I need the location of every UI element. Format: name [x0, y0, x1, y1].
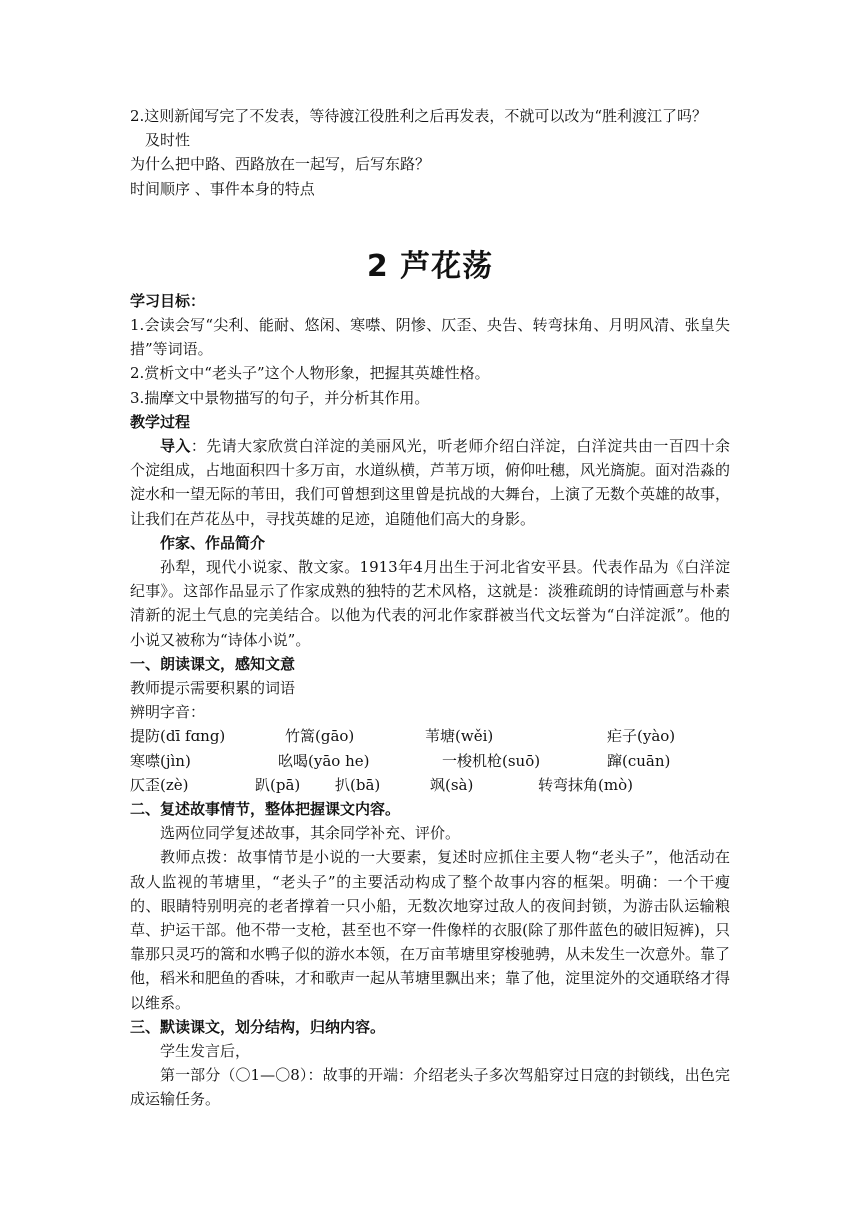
pinyin-item: 扒(bā): [335, 775, 381, 794]
document-page: [130, 104, 730, 1112]
pinyin-item: 转弯抹角(mò): [538, 775, 633, 794]
pinyin-row-3: [130, 773, 730, 797]
pinyin-item: 竹篙(gāo): [285, 727, 355, 746]
goals-heading: 学习目标：: [130, 291, 206, 310]
intro-text: ：先请大家欣赏白洋淀的美丽风光，听老师介绍白洋淀，白洋淀共由一百四十余个淀组成，占地面积四十多万亩，水道纵横，芦苇万顷，俯仰吐穗，风光旖旎。面对浩淼的淀水和一望无际的苇田，我们可曾想到这里曾是抗战的大舞台，上演了无数个英雄的故事，让我们在芦花丛中，寻找英雄的足迹，追随他们高大的身影。: [130, 437, 731, 528]
pinyin-item: 趴(pā): [255, 775, 301, 794]
pinyin-item: 飒(sà): [430, 775, 474, 794]
intro-label: 导入: [160, 437, 191, 456]
pinyin-row-2: [130, 749, 730, 773]
pinyin-item: 寒噤(jìn): [130, 751, 191, 770]
answer-3: 时间顺序 、事件本身的特点: [130, 179, 315, 198]
pinyin-item: 疟子(yào): [607, 727, 676, 746]
section-1-heading: 一、朗读课文，感知文意: [130, 654, 296, 673]
pinyin-item: 蹿(cuān): [607, 751, 671, 770]
pinyin-item: 吆喝(yāo he): [278, 751, 370, 770]
goal-2: 2.赏析文中“老头子”这个人物形象，把握其英雄性格。: [130, 364, 490, 383]
author-heading: 作家、作品简介: [160, 533, 266, 552]
author-text: 孙犁，现代小说家、散文家。1913年4月出生于河北省安平县。代表作品为《白洋淀纪事》。这部作品显示了作家成熟的独特的艺术风格，这就是：淡雅疏朗的诗情画意与朴素清新的泥土气息的完美结合。以他为代表的河北作家群被当代文坛誉为“白洋淀派”。他的小说又被称为“诗体小说”。: [130, 558, 730, 649]
question-3: 为什么把中路、西路放在一起写，后写东路？: [130, 155, 431, 174]
goal-3: 3.揣摩文中景物描写的句子，并分析其作用。: [130, 388, 430, 407]
section-3-paragraph: 第一部分（〇1—〇8）：故事的开端：介绍老头子多次驾船穿过日寇的封锁线，出色完成运输任务。: [130, 1066, 730, 1109]
section-2-paragraph: 教师点拨：故事情节是小说的一大要素，复述时应抓住主要人物“老头子”，他活动在敌人监视的苇塘里，“老头子”的主要活动构成了整个故事内容的框架。明确：一个干瘦的、眼睛特别明亮的老者撑着一只小船，无数次地穿过敌人的夜间封锁，为游击队运输粮草、护运干部。他不带一支枪，甚至也不穿一件像样的衣服(除了那件蓝色的破旧短裤)，只靠那只灵巧的篙和水鸭子似的游水本领，在万亩苇塘里穿梭驰骋，从未发生一次意外。靠了他，稻米和肥鱼的香味，才和歌声一起从苇塘里飘出来；靠了他，淀里淀外的交通联络才得以维系。: [130, 848, 731, 1012]
pinyin-item: 提防(dī fɑng): [130, 727, 226, 746]
lesson-title: 2 芦花荡: [366, 248, 494, 284]
section-2-heading: 二、复述故事情节，整体把握课文内容。: [130, 800, 401, 819]
pinyin-item: 一梭机枪(suō): [442, 751, 541, 770]
question-2: 2.这则新闻写完了不发表，等待渡江役胜利之后再发表，不就可以改为“胜利渡江了吗？: [130, 107, 707, 125]
goal-1: 1.会读会写“尖利、能耐、悠闲、寒噤、阴惨、仄歪、央告、转弯抹角、月明风清、张皇失措”等词语。: [130, 316, 730, 359]
pinyin-item: 苇塘(wěi): [425, 727, 494, 746]
section-2-line-1: 选两位同学复述故事，其余同学补充、评价。: [160, 824, 461, 843]
section-1-line-1: 教师提示需要积累的词语: [130, 679, 296, 698]
pinyin-row-1: [130, 724, 730, 748]
section-1-line-2: 辨明字音：: [130, 703, 206, 722]
section-3-heading: 三、默读课文，划分结构，归纳内容。: [130, 1017, 386, 1036]
process-heading: 教学过程: [130, 412, 191, 431]
section-3-line-1: 学生发言后，: [160, 1042, 251, 1061]
pinyin-item: 仄歪(zè): [130, 775, 189, 794]
answer-2: 及时性: [145, 131, 191, 150]
intro-paragraph: [130, 434, 730, 531]
